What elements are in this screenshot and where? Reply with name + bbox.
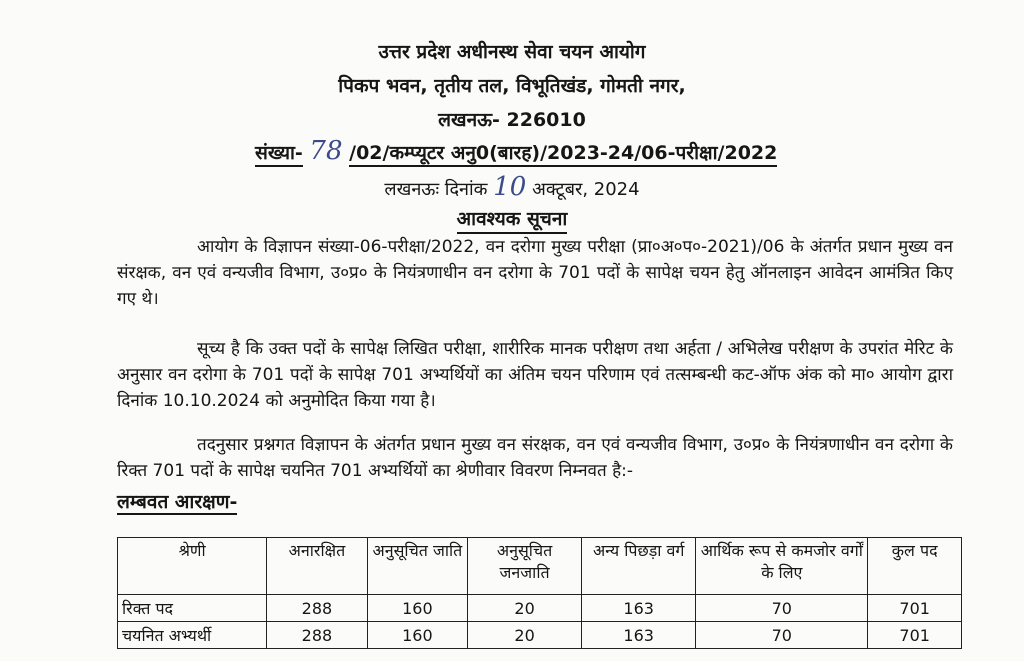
cell-ews: 70 bbox=[696, 622, 868, 649]
cell-st: 20 bbox=[468, 622, 582, 649]
header-sc: अनुसूचित जाति bbox=[367, 538, 467, 595]
table-row bbox=[118, 595, 962, 622]
handwritten-date-day: 10 bbox=[493, 172, 527, 202]
notice-title bbox=[0, 205, 1024, 231]
header-unreserved: अनारक्षित bbox=[267, 538, 367, 595]
cell-unreserved: 288 bbox=[267, 595, 367, 622]
header-st: अनुसूचित जनजाति bbox=[468, 538, 582, 595]
reference-prefix: संख्या- bbox=[255, 142, 303, 167]
section-heading-text: लम्बवत आरक्षण- bbox=[117, 491, 238, 513]
paragraph-advertisement: आयोग के विज्ञापन संख्या-06-परीक्षा/2022, वन दरोगा मुख्य परीक्षा (प्रा०अ०प०-2021)/06 के अंतर्गत प्रधान मुख्य वन संरक्षक, वन एवं वन्यजीव विभाग, उ०प्र० के नियंत्रणाधीन वन दरोगा के 701 पदों के सापेक्ष चयन हेतु ऑनलाइन आवेदन आमंत्रित किए गए थे। bbox=[117, 237, 953, 309]
date-prefix: लखनऊः दिनांक bbox=[384, 179, 488, 200]
reference-number bbox=[255, 136, 777, 166]
cell-sc: 160 bbox=[367, 622, 467, 649]
cell-total: 701 bbox=[868, 595, 962, 622]
cell-st: 20 bbox=[468, 595, 582, 622]
table-row bbox=[118, 622, 962, 649]
cell-ews: 70 bbox=[696, 595, 868, 622]
address-line: पिकप भवन, तृतीय तल, विभूतिखंड, गोमती नगर, bbox=[338, 75, 686, 97]
handwritten-reference-number: 78 bbox=[309, 136, 343, 166]
table-header-row bbox=[118, 538, 962, 595]
header-obc: अन्य पिछड़ा वर्ग bbox=[582, 538, 696, 595]
section-heading bbox=[117, 488, 237, 514]
reference-suffix: /02/कम्प्यूटर अनु0(बारह)/2023-24/06-परीक्षा/2022 bbox=[349, 142, 777, 167]
header-category: श्रेणी bbox=[118, 538, 267, 595]
reservation-table bbox=[117, 537, 962, 649]
cell-category: रिक्त पद bbox=[118, 595, 267, 622]
header-total: कुल पद bbox=[868, 538, 962, 595]
cell-obc: 163 bbox=[582, 595, 696, 622]
cell-sc: 160 bbox=[367, 595, 467, 622]
cell-category: चयनित अभ्यर्थी bbox=[118, 622, 267, 649]
notice-title-text: आवश्यक सूचना bbox=[457, 208, 568, 234]
date-suffix: अक्टूबर, 2024 bbox=[532, 179, 640, 200]
header-ews: आर्थिक रूप से कमजोर वर्गों के लिए bbox=[696, 538, 868, 595]
paragraph-result-approval: सूच्य है कि उक्त पदों के सापेक्ष लिखित परीक्षा, शारीरिक मानक परीक्षण तथा अर्हता / अभिलेख परीक्षण के उपरांत मेरिट के अनुसार वन दरोगा के 701 पदों के सापेक्ष 701 अभ्यर्थियों का अंतिम चयन परिणाम एवं तत्सम्बन्धी कट-ऑफ अंक को मा० आयोग द्वारा दिनांक 10.10.2024 को अनुमोदित किया गया है। bbox=[117, 339, 953, 411]
org-name: उत्तर प्रदेश अधीनस्थ सेवा चयन आयोग bbox=[378, 41, 646, 63]
cell-total: 701 bbox=[868, 622, 962, 649]
city-pin: लखनऊ- 226010 bbox=[438, 109, 586, 131]
cell-unreserved: 288 bbox=[267, 622, 367, 649]
date-line bbox=[0, 172, 1024, 202]
cell-obc: 163 bbox=[582, 622, 696, 649]
paragraph-category-details: तदनुसार प्रश्नगत विज्ञापन के अंतर्गत प्रधान मुख्य वन संरक्षक, वन एवं वन्यजीव विभाग, उ०प्र० के नियंत्रणाधीन वन दरोगा के रिक्त 701 पदों के सापेक्ष चयनित 701 अभ्यर्थियों का श्रेणीवार विवरण निम्नवत है:- bbox=[117, 435, 953, 481]
